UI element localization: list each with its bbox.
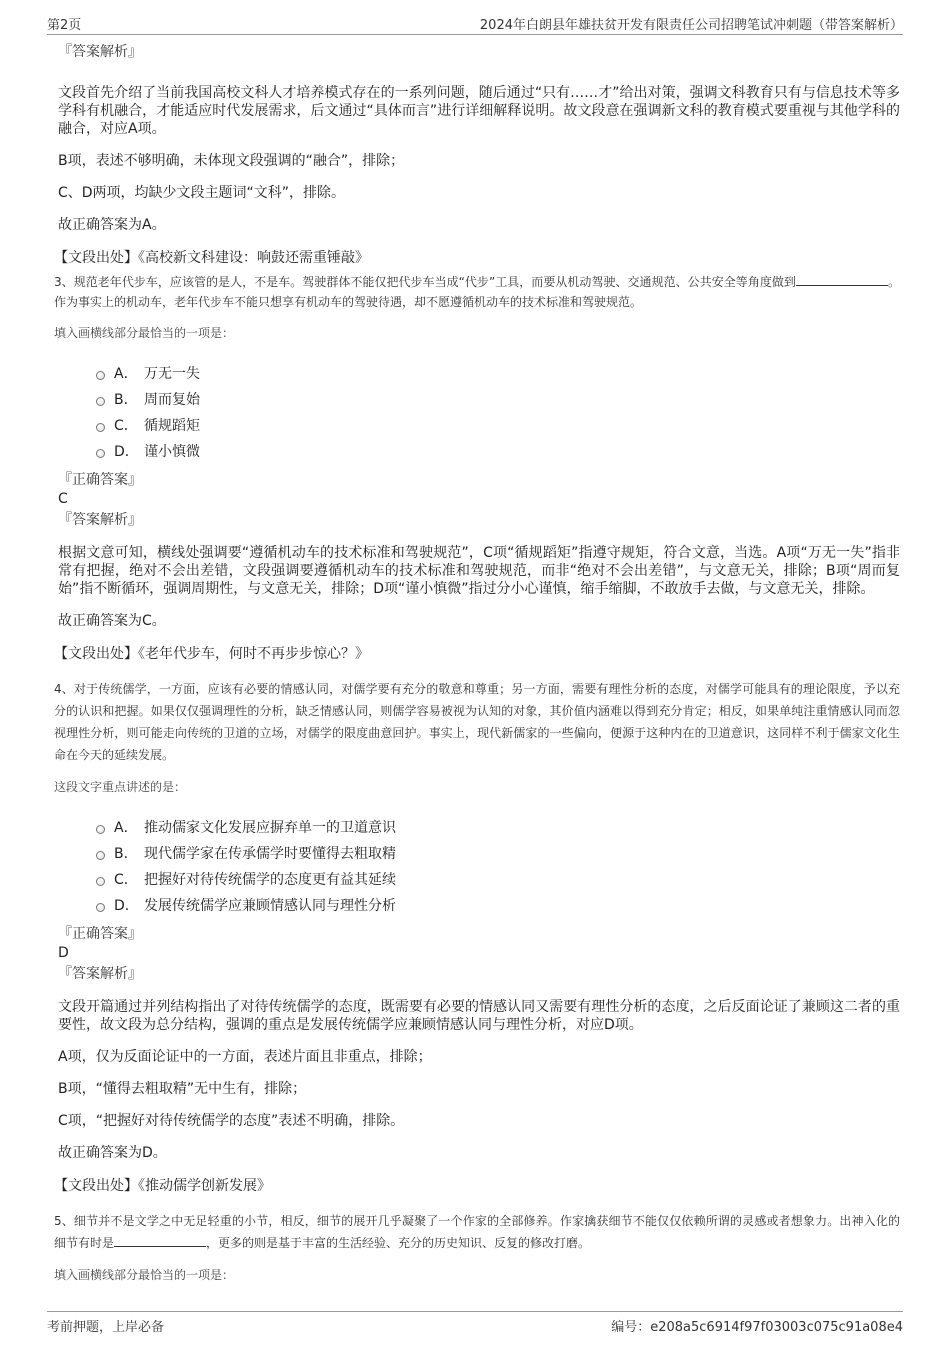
analysis-paragraph: 文段开篇通过并列结构指出了对待传统儒学的态度，既需要有必要的情感认同又需要有理性分析的态度，之后反面论证了兼顾这二者的重要性，故文段为总分结构，强调的重点是发展传统儒学应兼顾情感认同与理性分析，对应D项。 (58, 999, 900, 1033)
analysis-paragraph: B项，“懂得去粗取精”无中生有，排除； (58, 1081, 307, 1097)
radio-icon[interactable] (96, 397, 105, 406)
radio-icon[interactable] (96, 449, 105, 458)
footer-slogan: 考前押题，上岸必备 (47, 1320, 165, 1335)
correct-answer: D (58, 945, 69, 961)
analysis-paragraph: B项，表述不够明确，未体现文段强调的“融合”，排除； (58, 153, 405, 169)
option-b[interactable]: B． 现代儒学家在传承儒学时要懂得去粗取精 (96, 840, 900, 866)
radio-icon[interactable] (96, 877, 105, 886)
radio-icon[interactable] (96, 825, 105, 834)
page-footer (47, 1311, 903, 1334)
analysis-paragraph: A项，仅为反面论证中的一方面，表述片面且非重点，排除； (58, 1049, 432, 1065)
source-citation: 【文段出处】《高校新文科建设：响鼓还需重锤敲》 (54, 250, 369, 266)
question-5-text: 5、细节并不是文学之中无足轻重的小节，相反，细节的展开几乎凝聚了一个作家的全部修养。作家擒获细节不能仅仅依赖所谓的灵感或者想象力。出神入化的细节有时是 ，更多的则是基于丰富的生活经验、充分的历史知识、反复的修改打磨。 (54, 1214, 900, 1250)
document-title: 2024年白朗县年雄扶贫开发有限责任公司招聘笔试冲刺题（带答案解析） (479, 18, 903, 33)
analysis-paragraph: 故正确答案为C。 (58, 613, 166, 629)
source-citation: 【文段出处】《推动儒学创新发展》 (54, 1178, 271, 1194)
option-c[interactable]: C． 把握好对待传统儒学的态度更有益其延续 (96, 866, 900, 892)
analysis-label: 『答案解析』 (58, 44, 142, 60)
analysis-paragraph: C项，“把握好对待传统儒学的态度”表述不明确，排除。 (58, 1113, 405, 1129)
question-4-text: 4、对于传统儒学，一方面，应该有必要的情感认同，对儒学要有充分的敬意和尊重；另一方面，需要有理性分析的态度，对儒学可能具有的理论限度，予以充分的认识和把握。如果仅仅强调理性的分析，缺乏情感认同，则儒学容易被视为认知的对象，其价值内涵难以得到充分肯定；相反，如果单纯注重情感认同而忽视理性分析，则可能走向传统的卫道的立场，对儒学的限度曲意回护。事实上，现代新儒家的一些偏向，便源于这种内在的卫道意识，这同样不利于儒家文化生命在今天的延续发展。 (54, 682, 900, 762)
analysis-label: 『答案解析』 (58, 512, 142, 528)
radio-icon[interactable] (96, 903, 105, 912)
correct-answer: C (58, 491, 68, 507)
correct-answer-label: 『正确答案』 (58, 926, 142, 942)
page-header (47, 12, 903, 35)
option-b[interactable]: B． 周而复始 (96, 386, 900, 412)
option-a[interactable]: A． 推动儒家文化发展应摒弃单一的卫道意识 (96, 814, 900, 840)
analysis-label: 『答案解析』 (58, 966, 142, 982)
question-prompt: 填入画横线部分最恰当的一项是： (54, 1268, 235, 1282)
option-c[interactable]: C． 循规蹈矩 (96, 412, 900, 438)
fill-blank (796, 273, 888, 286)
question-prompt: 填入画横线部分最恰当的一项是： (54, 326, 235, 340)
question-4-options (96, 814, 900, 918)
analysis-paragraph: 根据文意可知，横线处强调要“遵循机动车的技术标准和驾驶规范”，C项“循规蹈矩”指遵守规矩，符合文意，当选。A项“万无一失”指非常有把握，绝对不会出差错，文段强调要遵循机动车的技术标准和驾驶规范，而非“绝对不会出差错”，与文意无关，排除；B项“周而复始”指不断循环，强调周期性，与文意无关，排除；D项“谨小慎微”指过分小心谨慎，缩手缩脚，不敢放手去做，与文意无关，排除。 (58, 545, 900, 597)
document-body (54, 42, 900, 1302)
question-3-text: 3、规范老年代步车，应该管的是人，不是车。驾驶群体不能仅把代步车当成“代步”工具，而要从机动驾驶、交通规范、公共安全等角度做到 。作为事实上的机动车，老年代步车不能只想享有机动车的驾驶待遇，却不愿遵循机动车的技术标准和驾驶规范。 (54, 275, 900, 309)
source-citation: 【文段出处】《老年代步车，何时不再步步惊心？》 (54, 646, 369, 662)
analysis-paragraph: 故正确答案为D。 (58, 1145, 167, 1161)
radio-icon[interactable] (96, 371, 105, 380)
document-code: 编号：e208a5c6914f97f03003c075c91a08e4 (611, 1320, 903, 1335)
radio-icon[interactable] (96, 851, 105, 860)
radio-icon[interactable] (96, 423, 105, 432)
option-a[interactable]: A． 万无一失 (96, 360, 900, 386)
analysis-paragraph: 故正确答案为A。 (58, 217, 166, 233)
fill-blank (114, 1234, 206, 1247)
page-number: 第2页 (47, 18, 82, 33)
analysis-paragraph: C、D两项，均缺少文段主题词“文科”，排除。 (58, 185, 346, 201)
correct-answer-label: 『正确答案』 (58, 472, 142, 488)
option-d[interactable]: D． 发展传统儒学应兼顾情感认同与理性分析 (96, 892, 900, 918)
option-d[interactable]: D． 谨小慎微 (96, 438, 900, 464)
question-prompt: 这段文字重点讲述的是： (54, 780, 187, 794)
question-3-options (96, 360, 900, 464)
analysis-paragraph: 文段首先介绍了当前我国高校文科人才培养模式存在的一系列问题，随后通过“只有……才”给出对策，强调文科教育只有与信息技术等多学科有机融合，才能适应时代发展需求，后文通过“具体而言”进行详细解释说明。故文段意在强调新文科的教育模式要重视与其他学科的融合，对应A项。 (58, 85, 900, 137)
